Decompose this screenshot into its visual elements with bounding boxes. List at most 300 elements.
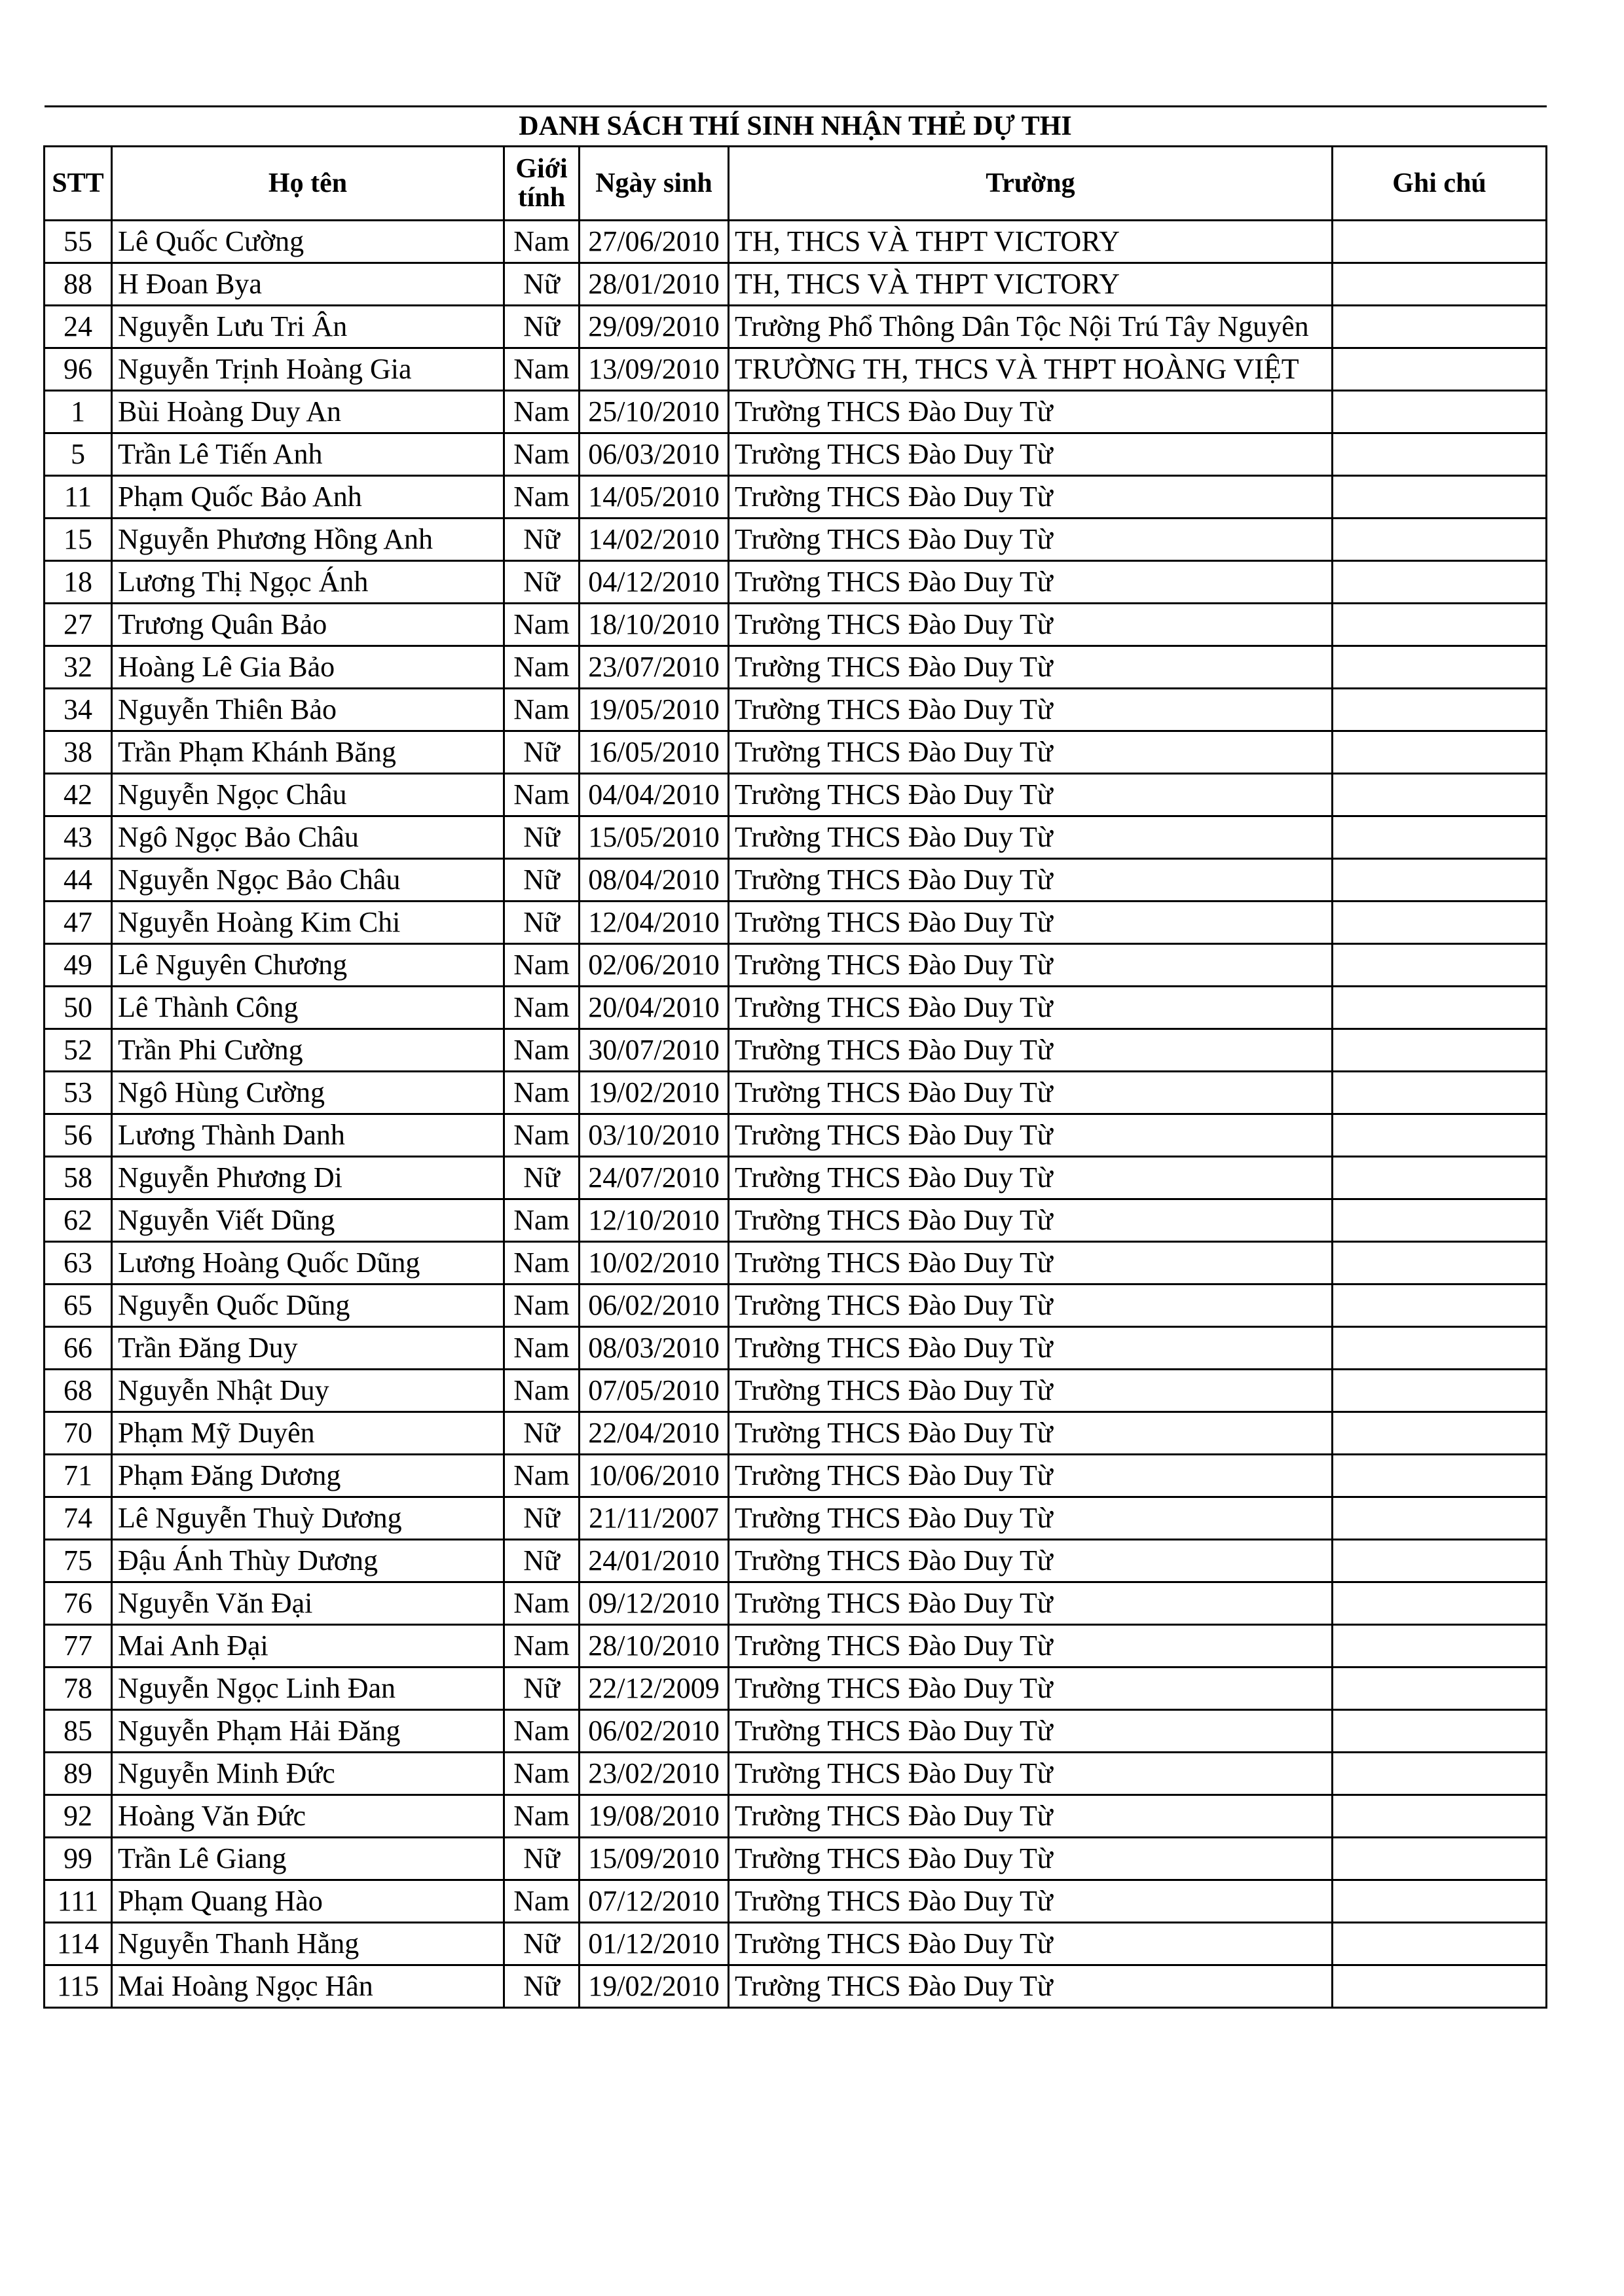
- cell-name: Nguyễn Viết Dũng: [112, 1199, 504, 1242]
- cell-gender: Nữ: [504, 561, 580, 604]
- cell-gender: Nữ: [504, 816, 580, 859]
- cell-name: Nguyễn Phương Hồng Anh: [112, 519, 504, 561]
- cell-school: Trường THCS Đào Duy Từ: [729, 902, 1333, 944]
- cell-name: Lương Thị Ngọc Ánh: [112, 561, 504, 604]
- cell-note: [1333, 433, 1547, 476]
- cell-note: [1333, 1753, 1547, 1795]
- table-row: [45, 348, 1547, 391]
- cell-school: Trường THCS Đào Duy Từ: [729, 604, 1333, 646]
- cell-dob: 22/12/2009: [580, 1667, 729, 1710]
- cell-school: Trường THCS Đào Duy Từ: [729, 1667, 1333, 1710]
- table-row: [45, 306, 1547, 348]
- cell-dob: 19/02/2010: [580, 1072, 729, 1114]
- cell-stt: 49: [45, 944, 112, 987]
- table-row: [45, 1582, 1547, 1625]
- cell-stt: 99: [45, 1838, 112, 1880]
- cell-school: Trường THCS Đào Duy Từ: [729, 1710, 1333, 1753]
- cell-gender: Nữ: [504, 519, 580, 561]
- cell-gender: Nam: [504, 774, 580, 816]
- cell-gender: Nam: [504, 433, 580, 476]
- cell-stt: 115: [45, 1965, 112, 2008]
- cell-school: TH, THCS VÀ THPT VICTORY: [729, 221, 1333, 263]
- cell-stt: 114: [45, 1923, 112, 1965]
- table-title: DANH SÁCH THÍ SINH NHẬN THẺ DỰ THI: [45, 107, 1547, 147]
- cell-school: Trường THCS Đào Duy Từ: [729, 1114, 1333, 1157]
- cell-school: Trường THCS Đào Duy Từ: [729, 1285, 1333, 1327]
- cell-name: Lương Hoàng Quốc Dũng: [112, 1242, 504, 1285]
- cell-name: Nguyễn Văn Đại: [112, 1582, 504, 1625]
- cell-dob: 12/10/2010: [580, 1199, 729, 1242]
- cell-dob: 07/12/2010: [580, 1880, 729, 1923]
- cell-school: Trường THCS Đào Duy Từ: [729, 1242, 1333, 1285]
- table-row: [45, 1455, 1547, 1497]
- cell-name: Hoàng Văn Đức: [112, 1795, 504, 1838]
- cell-school: Trường THCS Đào Duy Từ: [729, 519, 1333, 561]
- cell-gender: Nữ: [504, 1540, 580, 1582]
- cell-stt: 27: [45, 604, 112, 646]
- cell-school: Trường THCS Đào Duy Từ: [729, 944, 1333, 987]
- cell-gender: Nam: [504, 391, 580, 433]
- cell-dob: 14/05/2010: [580, 476, 729, 519]
- table-row: [45, 1199, 1547, 1242]
- cell-name: Hoàng Lê Gia Bảo: [112, 646, 504, 689]
- cell-dob: 08/03/2010: [580, 1327, 729, 1370]
- cell-school: Trường THCS Đào Duy Từ: [729, 1625, 1333, 1667]
- header-row: [45, 147, 1547, 221]
- cell-gender: Nữ: [504, 1412, 580, 1455]
- table-row: [45, 1923, 1547, 1965]
- table-row: [45, 1540, 1547, 1582]
- title-row: [45, 107, 1547, 147]
- header-note: Ghi chú: [1333, 147, 1547, 221]
- cell-stt: 32: [45, 646, 112, 689]
- cell-name: Lê Nguyên Chương: [112, 944, 504, 987]
- cell-dob: 06/02/2010: [580, 1285, 729, 1327]
- table-row: [45, 1242, 1547, 1285]
- cell-gender: Nam: [504, 689, 580, 731]
- cell-name: Phạm Quốc Bảo Anh: [112, 476, 504, 519]
- cell-school: Trường THCS Đào Duy Từ: [729, 1795, 1333, 1838]
- cell-note: [1333, 1880, 1547, 1923]
- cell-name: Nguyễn Trịnh Hoàng Gia: [112, 348, 504, 391]
- table-row: [45, 689, 1547, 731]
- cell-name: Trương Quân Bảo: [112, 604, 504, 646]
- cell-dob: 23/07/2010: [580, 646, 729, 689]
- cell-stt: 75: [45, 1540, 112, 1582]
- cell-school: Trường THCS Đào Duy Từ: [729, 646, 1333, 689]
- cell-gender: Nữ: [504, 1838, 580, 1880]
- cell-school: Trường THCS Đào Duy Từ: [729, 1029, 1333, 1072]
- cell-note: [1333, 1540, 1547, 1582]
- table-row: [45, 391, 1547, 433]
- cell-name: Nguyễn Lưu Tri Ân: [112, 306, 504, 348]
- candidate-table: [43, 105, 1547, 2009]
- cell-school: Trường THCS Đào Duy Từ: [729, 476, 1333, 519]
- cell-gender: Nam: [504, 646, 580, 689]
- cell-stt: 58: [45, 1157, 112, 1199]
- cell-note: [1333, 1455, 1547, 1497]
- cell-note: [1333, 1285, 1547, 1327]
- cell-note: [1333, 902, 1547, 944]
- table-row: [45, 1838, 1547, 1880]
- cell-name: Nguyễn Minh Đức: [112, 1753, 504, 1795]
- cell-school: Trường THCS Đào Duy Từ: [729, 1455, 1333, 1497]
- cell-school: Trường THCS Đào Duy Từ: [729, 1072, 1333, 1114]
- cell-stt: 78: [45, 1667, 112, 1710]
- cell-dob: 15/05/2010: [580, 816, 729, 859]
- cell-stt: 65: [45, 1285, 112, 1327]
- cell-note: [1333, 774, 1547, 816]
- cell-dob: 10/02/2010: [580, 1242, 729, 1285]
- cell-note: [1333, 1327, 1547, 1370]
- cell-name: Nguyễn Ngọc Châu: [112, 774, 504, 816]
- cell-note: [1333, 646, 1547, 689]
- table-row: [45, 433, 1547, 476]
- cell-gender: Nam: [504, 987, 580, 1029]
- table-row: [45, 1497, 1547, 1540]
- cell-stt: 47: [45, 902, 112, 944]
- table-row: [45, 476, 1547, 519]
- cell-note: [1333, 859, 1547, 902]
- cell-stt: 18: [45, 561, 112, 604]
- cell-dob: 30/07/2010: [580, 1029, 729, 1072]
- cell-gender: Nữ: [504, 1667, 580, 1710]
- cell-school: Trường THCS Đào Duy Từ: [729, 1370, 1333, 1412]
- cell-gender: Nam: [504, 604, 580, 646]
- cell-gender: Nam: [504, 1370, 580, 1412]
- cell-name: Đậu Ánh Thùy Dương: [112, 1540, 504, 1582]
- cell-dob: 10/06/2010: [580, 1455, 729, 1497]
- cell-name: Phạm Quang Hào: [112, 1880, 504, 1923]
- cell-gender: Nam: [504, 944, 580, 987]
- table-row: [45, 731, 1547, 774]
- cell-school: Trường THCS Đào Duy Từ: [729, 1412, 1333, 1455]
- table-row: [45, 944, 1547, 987]
- cell-school: TH, THCS VÀ THPT VICTORY: [729, 263, 1333, 306]
- table-row: [45, 1795, 1547, 1838]
- cell-stt: 34: [45, 689, 112, 731]
- cell-gender: Nam: [504, 1710, 580, 1753]
- cell-note: [1333, 1923, 1547, 1965]
- cell-note: [1333, 1412, 1547, 1455]
- cell-school: Trường THCS Đào Duy Từ: [729, 774, 1333, 816]
- table-row: [45, 561, 1547, 604]
- cell-school: Trường THCS Đào Duy Từ: [729, 1497, 1333, 1540]
- cell-stt: 1: [45, 391, 112, 433]
- header-stt: STT: [45, 147, 112, 221]
- cell-gender: Nam: [504, 1199, 580, 1242]
- cell-name: Mai Hoàng Ngọc Hân: [112, 1965, 504, 2008]
- table-row: [45, 902, 1547, 944]
- header-gender: Giới tính: [504, 147, 580, 221]
- table-row: [45, 604, 1547, 646]
- cell-stt: 38: [45, 731, 112, 774]
- cell-stt: 42: [45, 774, 112, 816]
- cell-gender: Nam: [504, 476, 580, 519]
- cell-name: Nguyễn Phương Di: [112, 1157, 504, 1199]
- table-row: [45, 519, 1547, 561]
- cell-dob: 27/06/2010: [580, 221, 729, 263]
- cell-stt: 56: [45, 1114, 112, 1157]
- cell-note: [1333, 348, 1547, 391]
- table-row: [45, 1327, 1547, 1370]
- table-row: [45, 646, 1547, 689]
- cell-note: [1333, 987, 1547, 1029]
- cell-dob: 21/11/2007: [580, 1497, 729, 1540]
- table-row: [45, 1157, 1547, 1199]
- header-name: Họ tên: [112, 147, 504, 221]
- cell-dob: 28/01/2010: [580, 263, 729, 306]
- cell-name: Nguyễn Quốc Dũng: [112, 1285, 504, 1327]
- cell-name: Nguyễn Nhật Duy: [112, 1370, 504, 1412]
- cell-gender: Nữ: [504, 1497, 580, 1540]
- cell-note: [1333, 221, 1547, 263]
- cell-name: Ngô Hùng Cường: [112, 1072, 504, 1114]
- cell-name: Mai Anh Đại: [112, 1625, 504, 1667]
- cell-stt: 77: [45, 1625, 112, 1667]
- table-row: [45, 1370, 1547, 1412]
- cell-note: [1333, 1582, 1547, 1625]
- cell-note: [1333, 391, 1547, 433]
- cell-dob: 15/09/2010: [580, 1838, 729, 1880]
- cell-dob: 04/12/2010: [580, 561, 729, 604]
- cell-gender: Nam: [504, 348, 580, 391]
- cell-gender: Nữ: [504, 1157, 580, 1199]
- cell-school: Trường THCS Đào Duy Từ: [729, 859, 1333, 902]
- table-row: [45, 1114, 1547, 1157]
- cell-dob: 12/04/2010: [580, 902, 729, 944]
- cell-stt: 89: [45, 1753, 112, 1795]
- cell-gender: Nữ: [504, 902, 580, 944]
- table-row: [45, 1029, 1547, 1072]
- cell-name: H Đoan Bya: [112, 263, 504, 306]
- cell-dob: 13/09/2010: [580, 348, 729, 391]
- cell-school: Trường THCS Đào Duy Từ: [729, 1753, 1333, 1795]
- cell-name: Nguyễn Ngọc Linh Đan: [112, 1667, 504, 1710]
- cell-note: [1333, 689, 1547, 731]
- cell-note: [1333, 1497, 1547, 1540]
- cell-gender: Nữ: [504, 731, 580, 774]
- cell-dob: 07/05/2010: [580, 1370, 729, 1412]
- header-school: Trường: [729, 147, 1333, 221]
- cell-name: Lê Thành Công: [112, 987, 504, 1029]
- cell-school: TRƯỜNG TH, THCS VÀ THPT HOÀNG VIỆT: [729, 348, 1333, 391]
- cell-name: Trần Phi Cường: [112, 1029, 504, 1072]
- cell-name: Trần Phạm Khánh Băng: [112, 731, 504, 774]
- table-row: [45, 1753, 1547, 1795]
- cell-gender: Nam: [504, 221, 580, 263]
- cell-gender: Nữ: [504, 1965, 580, 2008]
- cell-dob: 29/09/2010: [580, 306, 729, 348]
- table-row: [45, 1412, 1547, 1455]
- cell-school: Trường THCS Đào Duy Từ: [729, 561, 1333, 604]
- cell-note: [1333, 816, 1547, 859]
- cell-name: Nguyễn Thiên Bảo: [112, 689, 504, 731]
- cell-stt: 88: [45, 263, 112, 306]
- cell-gender: Nam: [504, 1327, 580, 1370]
- cell-gender: Nữ: [504, 1923, 580, 1965]
- table-row: [45, 1625, 1547, 1667]
- cell-note: [1333, 944, 1547, 987]
- cell-stt: 11: [45, 476, 112, 519]
- table-row: [45, 774, 1547, 816]
- cell-dob: 19/05/2010: [580, 689, 729, 731]
- cell-stt: 52: [45, 1029, 112, 1072]
- cell-name: Trần Đăng Duy: [112, 1327, 504, 1370]
- cell-dob: 02/06/2010: [580, 944, 729, 987]
- cell-school: Trường THCS Đào Duy Từ: [729, 391, 1333, 433]
- cell-stt: 5: [45, 433, 112, 476]
- cell-name: Lê Quốc Cường: [112, 221, 504, 263]
- cell-gender: Nam: [504, 1242, 580, 1285]
- table-row: [45, 859, 1547, 902]
- cell-gender: Nữ: [504, 859, 580, 902]
- cell-gender: Nam: [504, 1795, 580, 1838]
- cell-stt: 70: [45, 1412, 112, 1455]
- cell-gender: Nam: [504, 1285, 580, 1327]
- cell-dob: 04/04/2010: [580, 774, 729, 816]
- cell-note: [1333, 1157, 1547, 1199]
- cell-note: [1333, 1114, 1547, 1157]
- cell-note: [1333, 1965, 1547, 2008]
- cell-dob: 03/10/2010: [580, 1114, 729, 1157]
- cell-dob: 24/01/2010: [580, 1540, 729, 1582]
- cell-gender: Nam: [504, 1029, 580, 1072]
- cell-school: Trường THCS Đào Duy Từ: [729, 1965, 1333, 2008]
- cell-gender: Nam: [504, 1455, 580, 1497]
- cell-dob: 24/07/2010: [580, 1157, 729, 1199]
- cell-school: Trường THCS Đào Duy Từ: [729, 1582, 1333, 1625]
- cell-note: [1333, 1625, 1547, 1667]
- cell-stt: 53: [45, 1072, 112, 1114]
- cell-name: Ngô Ngọc Bảo Châu: [112, 816, 504, 859]
- cell-stt: 66: [45, 1327, 112, 1370]
- cell-dob: 06/02/2010: [580, 1710, 729, 1753]
- cell-stt: 71: [45, 1455, 112, 1497]
- cell-school: Trường Phổ Thông Dân Tộc Nội Trú Tây Nguyên: [729, 306, 1333, 348]
- cell-note: [1333, 263, 1547, 306]
- table-row: [45, 221, 1547, 263]
- cell-dob: 06/03/2010: [580, 433, 729, 476]
- cell-stt: 76: [45, 1582, 112, 1625]
- cell-note: [1333, 1242, 1547, 1285]
- cell-dob: 25/10/2010: [580, 391, 729, 433]
- cell-name: Phạm Mỹ Duyên: [112, 1412, 504, 1455]
- cell-school: Trường THCS Đào Duy Từ: [729, 1540, 1333, 1582]
- cell-note: [1333, 519, 1547, 561]
- cell-note: [1333, 1072, 1547, 1114]
- cell-school: Trường THCS Đào Duy Từ: [729, 987, 1333, 1029]
- cell-school: Trường THCS Đào Duy Từ: [729, 731, 1333, 774]
- cell-school: Trường THCS Đào Duy Từ: [729, 1923, 1333, 1965]
- cell-dob: 28/10/2010: [580, 1625, 729, 1667]
- table-row: [45, 1965, 1547, 2008]
- cell-stt: 15: [45, 519, 112, 561]
- cell-school: Trường THCS Đào Duy Từ: [729, 1327, 1333, 1370]
- cell-school: Trường THCS Đào Duy Từ: [729, 1157, 1333, 1199]
- table-row: [45, 263, 1547, 306]
- cell-note: [1333, 476, 1547, 519]
- cell-name: Trần Lê Giang: [112, 1838, 504, 1880]
- cell-school: Trường THCS Đào Duy Từ: [729, 689, 1333, 731]
- cell-stt: 44: [45, 859, 112, 902]
- cell-stt: 43: [45, 816, 112, 859]
- cell-stt: 50: [45, 987, 112, 1029]
- table-row: [45, 816, 1547, 859]
- cell-dob: 23/02/2010: [580, 1753, 729, 1795]
- table-row: [45, 1667, 1547, 1710]
- cell-dob: 19/02/2010: [580, 1965, 729, 2008]
- cell-note: [1333, 731, 1547, 774]
- table-row: [45, 1880, 1547, 1923]
- cell-stt: 96: [45, 348, 112, 391]
- cell-name: Phạm Đăng Dương: [112, 1455, 504, 1497]
- cell-dob: 09/12/2010: [580, 1582, 729, 1625]
- cell-stt: 62: [45, 1199, 112, 1242]
- cell-note: [1333, 1795, 1547, 1838]
- cell-dob: 22/04/2010: [580, 1412, 729, 1455]
- cell-note: [1333, 604, 1547, 646]
- cell-dob: 19/08/2010: [580, 1795, 729, 1838]
- cell-name: Bùi Hoàng Duy An: [112, 391, 504, 433]
- cell-gender: Nữ: [504, 306, 580, 348]
- cell-name: Nguyễn Phạm Hải Đăng: [112, 1710, 504, 1753]
- cell-name: Lê Nguyễn Thuỳ Dương: [112, 1497, 504, 1540]
- cell-note: [1333, 1029, 1547, 1072]
- cell-school: Trường THCS Đào Duy Từ: [729, 816, 1333, 859]
- cell-name: Trần Lê Tiến Anh: [112, 433, 504, 476]
- cell-gender: Nam: [504, 1753, 580, 1795]
- cell-dob: 20/04/2010: [580, 987, 729, 1029]
- cell-name: Nguyễn Thanh Hằng: [112, 1923, 504, 1965]
- cell-note: [1333, 1370, 1547, 1412]
- cell-note: [1333, 306, 1547, 348]
- cell-dob: 14/02/2010: [580, 519, 729, 561]
- table-row: [45, 987, 1547, 1029]
- cell-stt: 63: [45, 1242, 112, 1285]
- cell-note: [1333, 1667, 1547, 1710]
- cell-school: Trường THCS Đào Duy Từ: [729, 1880, 1333, 1923]
- cell-school: Trường THCS Đào Duy Từ: [729, 1199, 1333, 1242]
- cell-note: [1333, 1199, 1547, 1242]
- table-row: [45, 1710, 1547, 1753]
- cell-stt: 24: [45, 306, 112, 348]
- cell-note: [1333, 1710, 1547, 1753]
- cell-stt: 111: [45, 1880, 112, 1923]
- table-row: [45, 1285, 1547, 1327]
- cell-note: [1333, 561, 1547, 604]
- cell-school: Trường THCS Đào Duy Từ: [729, 433, 1333, 476]
- cell-school: Trường THCS Đào Duy Từ: [729, 1838, 1333, 1880]
- cell-stt: 68: [45, 1370, 112, 1412]
- cell-name: Nguyễn Hoàng Kim Chi: [112, 902, 504, 944]
- table-row: [45, 1072, 1547, 1114]
- cell-gender: Nam: [504, 1625, 580, 1667]
- cell-gender: Nam: [504, 1072, 580, 1114]
- cell-note: [1333, 1838, 1547, 1880]
- cell-dob: 01/12/2010: [580, 1923, 729, 1965]
- cell-stt: 85: [45, 1710, 112, 1753]
- cell-dob: 18/10/2010: [580, 604, 729, 646]
- cell-stt: 74: [45, 1497, 112, 1540]
- cell-gender: Nam: [504, 1582, 580, 1625]
- header-dob: Ngày sinh: [580, 147, 729, 221]
- cell-name: Nguyễn Ngọc Bảo Châu: [112, 859, 504, 902]
- cell-stt: 92: [45, 1795, 112, 1838]
- cell-dob: 08/04/2010: [580, 859, 729, 902]
- cell-gender: Nữ: [504, 263, 580, 306]
- cell-stt: 55: [45, 221, 112, 263]
